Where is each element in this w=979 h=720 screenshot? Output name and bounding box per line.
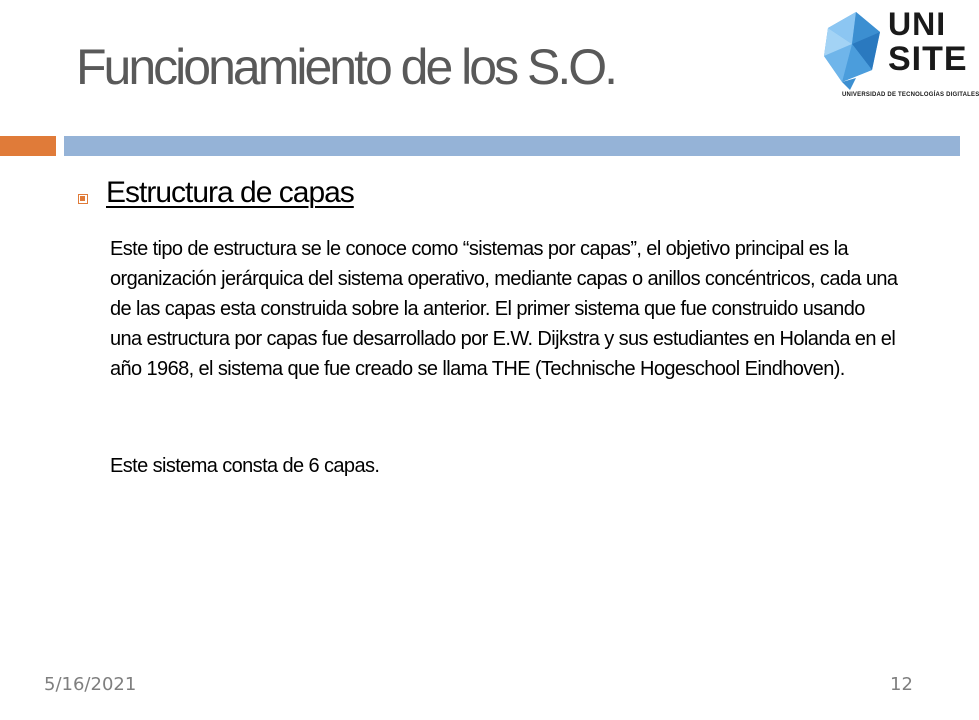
body-paragraph: Este tipo de estructura se le conoce como “sistemas por capas”, el objetivo principal es la organización jerárquica del sistema operativo, mediante capas o anillos concéntricos, cada una de las capas esta construida sobre la anterior. El primer sistema que fue construido usando una estructura por capas fue desarrollado por E.W. Dijkstra y sus estudiantes en Holanda en el año 1968, el sistema que fue creado se llama THE (Technische Hogeschool Eindhoven). [110, 238, 898, 380]
logo-tagline: UNIVERSIDAD DE TECNOLOGÍAS DIGITALES [842, 92, 979, 98]
slide-title: Funcionamiento de los S.O. [76, 39, 615, 95]
section-heading: Estructura de capas [106, 176, 354, 209]
body-note: Este sistema consta de 6 capas. [110, 455, 380, 477]
logo-uni-text: UNI [888, 6, 947, 42]
accent-bar-orange [0, 136, 56, 156]
accent-bar-blue [64, 136, 960, 156]
square-bullet-icon [78, 194, 88, 204]
page-number: 12 [890, 674, 913, 695]
bullet-heading-row [78, 176, 354, 210]
geometric-crystal-icon [820, 6, 890, 92]
footer-date: 5/16/2021 [44, 674, 137, 695]
logo-site-text: SITE [888, 40, 968, 78]
unisite-logo [820, 6, 979, 104]
